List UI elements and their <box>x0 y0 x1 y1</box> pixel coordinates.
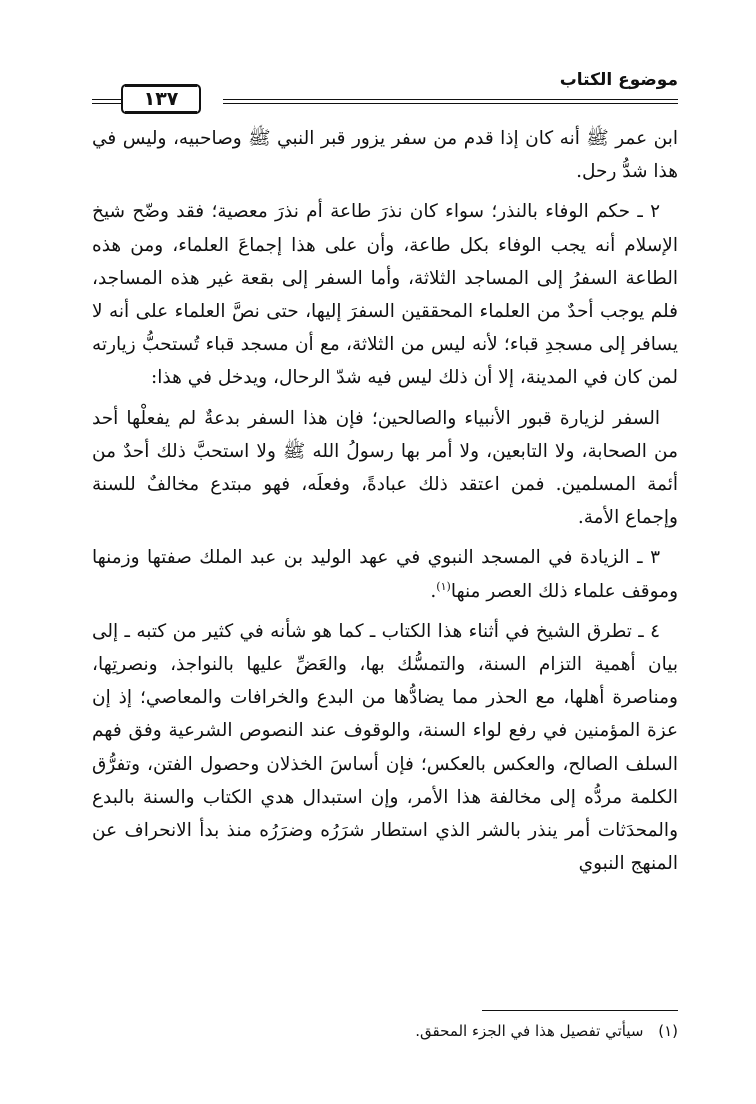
footnote <box>92 1022 678 1040</box>
footnote-text: سيأتي تفصيل هذا في الجزء المحقق. <box>415 1022 644 1040</box>
paragraph-point-4: ٤ ـ تطرق الشيخ في أثناء هذا الكتاب ـ كما هو شأنه في كثير من كتبه ـ إلى بيان أهمية التزام السنة، والتمسُّك بها، والعَضِّ عليها بالنواجذ، ونصرتِها، ومناصرة أهلها، مع الحذر مما يضادُّها من البدع والخرافات والمعاصي؛ إذ إن عزة المؤمنين في رفع لواء السنة، والوقوف عند النصوص الشرعية وفق فهم السلف الصالح، والعكس بالعكس؛ فإن أساسَ الخذلان وحصول الفتن، وتفرُّق الكلمة مردُّه إلى مخالفة هذا الأمر، وإن استبدال هدي الكتاب والسنة بالبدع والمحدَثات أمر ينذر بالشر الذي استطار شرَرُه وضرَرُه منذ بدأ الانحراف عن المنهج النبوي <box>92 620 678 875</box>
footnote-divider <box>482 1010 678 1011</box>
paragraph-point-3-text: ٣ ـ الزيادة في المسجد النبوي في عهد الوليد بن عبد الملك صفتها وزمنها وموقف علماء ذلك العصر منها <box>92 547 678 602</box>
page-number-frame <box>125 84 197 114</box>
paragraph-point-3: ٣ ـ الزيادة في المسجد النبوي في عهد الوليد بن عبد الملك صفتها وزمنها وموقف علماء ذلك العصر منها$^{(١)}$. <box>92 547 678 602</box>
footnote-reference: (١) <box>436 579 451 593</box>
paragraph-continuation: ابن عمر ﷺ أنه كان إذا قدم من سفر يزور قبر النبي ﷺ وصاحبيه، وليس في هذا شدُّ رحل. <box>92 128 678 183</box>
paragraph-point-2: ٢ ـ حكم الوفاء بالنذر؛ سواء كان نذرَ طاعة أم نذرَ معصية؛ فقد وضّح شيخ الإسلام أنه يجب الوفاء بكل طاعة، وأن على هذا إجماعَ العلماء، ومن هذه الطاعة السفرُ إلى المساجد الثلاثة، وأما السفر إلى بقعة غير هذه المساجد، فلم يوجب أحدٌ من العلماء المحققين السفرَ إليها، حتى نصَّ العلماء على أنه لا يسافر إلى مسجدِ قباء؛ لأنه ليس من الثلاثة، مع أن مسجد قباء تُستحبُّ زيارته لمن كان في المدينة، إلا أن ذلك ليس فيه شدّ الرحال، ويدخل في هذا: <box>92 201 678 389</box>
page-number: ١٣٧ <box>143 88 179 110</box>
body-text <box>92 122 678 887</box>
header-rule-left <box>92 99 122 104</box>
footnote-number: (١) <box>658 1022 678 1040</box>
paragraph-travel-quote: السفر لزيارة قبور الأنبياء والصالحين؛ فإن هذا السفر بدعةٌ لم يفعلْها أحد من الصحابة، ولا التابعين، ولا أمر بها رسولُ الله ﷺ ولا استحبَّ ذلك أحدٌ من أئمة المسلمين. فمن اعتقد ذلك عبادةً، وفعلَه، فهو مبتدع مخالفٌ للسنة وإجماع الأمة. <box>92 407 678 529</box>
header-rule <box>223 99 678 104</box>
running-header-title: موضوع الكتاب <box>559 70 678 90</box>
